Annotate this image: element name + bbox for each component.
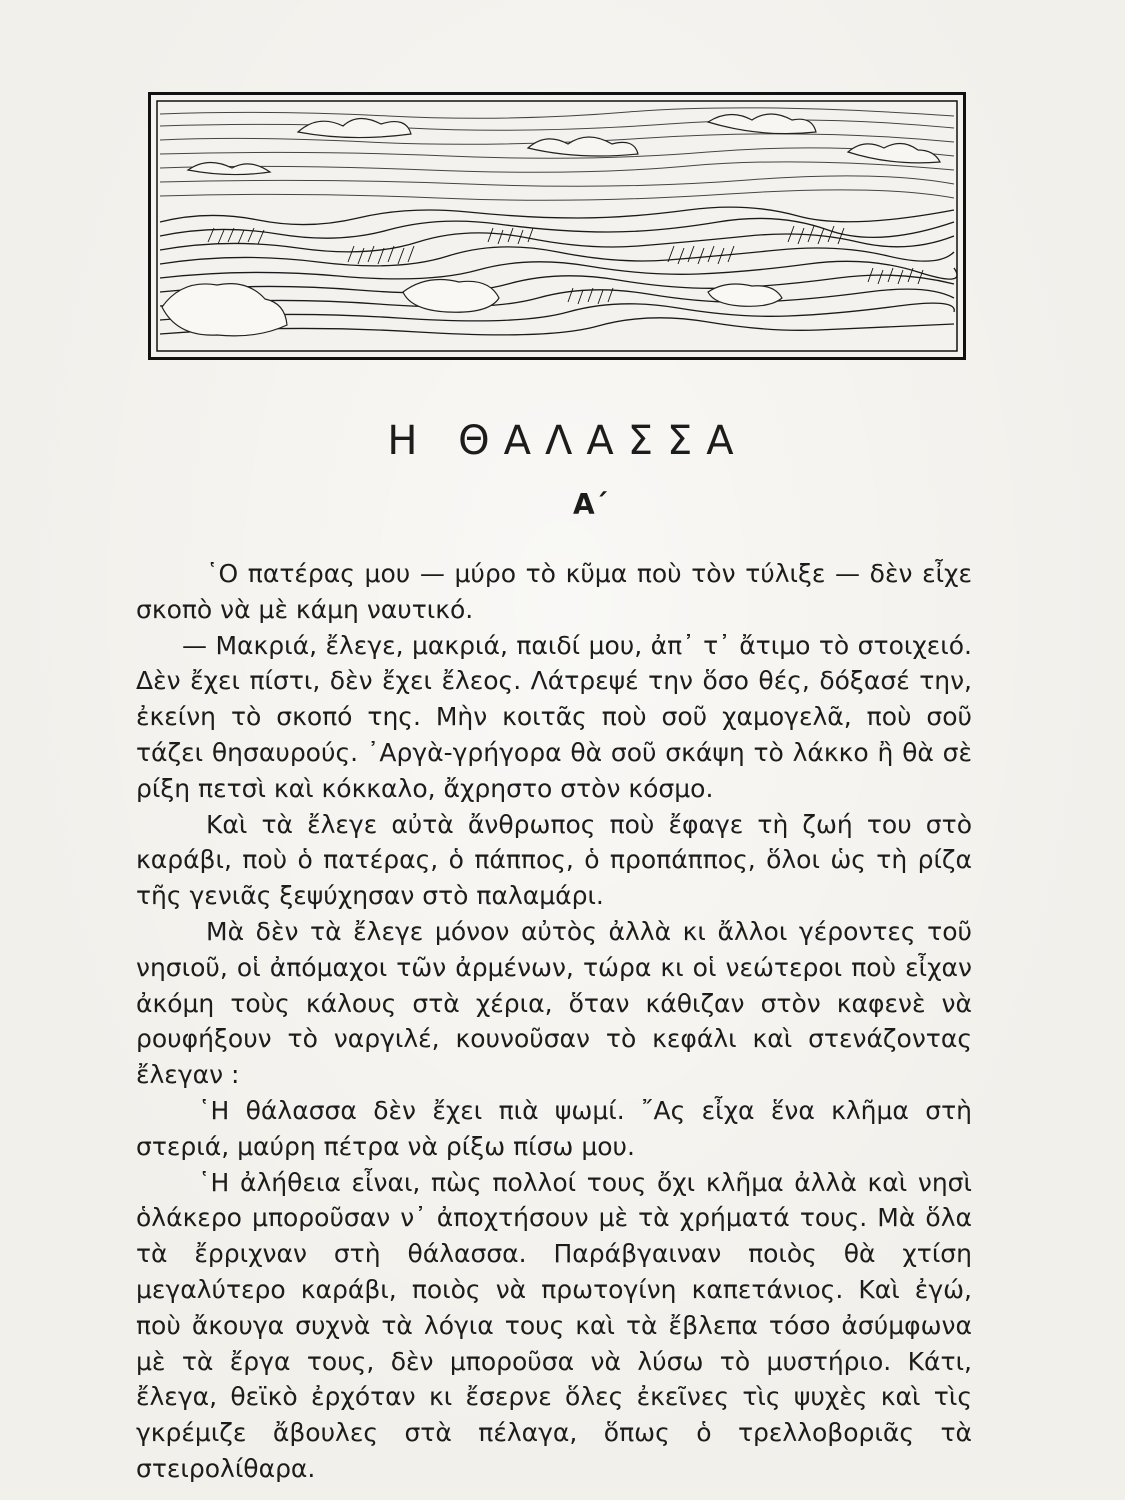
paragraph-3: Καὶ τὰ ἔλεγε αὐτὰ ἄνθρωπος ποὺ ἔφαγε τὴ ζωή του στὸ καράβι, ποὺ ὁ πατέρας, ὁ πάππος, ὁ προπάππος, ὅλοι ὡς τὴ ρίζα τῆς γενιᾶς ξεψύχησαν στὸ παλαμάρι. [136,809,972,911]
engraving-svg [148,92,966,360]
body-text [136,556,972,1487]
sea-waves-illustration [148,92,966,360]
chapter-title: Η ΘΑΛΑΣΣΑ [387,418,748,464]
paragraph-2: — Μακριά, ἔλεγε, μακριά, παιδί μου, ἀπ᾽ τ᾽ ἄτιμο τὸ στοιχειό. Δὲν ἔχει πίστι, δὲν ἔχει ἔλεος. Λάτρεψέ την ὅσο θές, δόξασέ την, ἐκείνη τὸ σκοπό της. Μὴν κοιτᾶς ποὺ σοῦ χαμογελᾶ, ποὺ σοῦ τάζει θησαυρούς. ᾿Αργὰ-γρήγορα θὰ σοῦ σκάψη τὸ λάκκο ἢ θὰ σὲ ρίξη πετσὶ καὶ κόκκαλο, ἄχρηστο στὸν κόσμο. [136,630,972,803]
paragraph-6: ῾Η ἀλήθεια εἶναι, πὼς πολλοί τους ὄχι κλῆμα ἀλλὰ καὶ νησὶ ὁλάκερο μποροῦσαν ν᾽ ἀποχτήσουν μὲ τὰ χρήματά τους. Μὰ ὅλα τὰ ἔρριχναν στὴ θάλασσα. Παράβγαιναν ποιὸς θὰ χτίση μεγαλύτερο καράβι, ποιὸς νὰ πρωτογίνη καπετάνιος. Καὶ ἐγώ, ποὺ ἄκουγα συχνὰ τὰ λόγια τους καὶ τὰ ἔβλεπα τόσο ἀσύμφωνα μὲ τὰ ἔργα τους, δὲν μποροῦσα νὰ λύσω τὸ μυστήριο. Κάτι, ἔλεγα, θεϊκὸ ἐρχόταν κι ἔσερνε ὅλες ἐκεῖνες τὶς ψυχὲς καὶ τὶς γκρέμιζε ἄβουλες στὰ πέλαγα, ὅπως ὁ τρελλοβοριᾶς τὰ στειρολίθαρα. [136,1167,972,1483]
paragraph-4: Μὰ δὲν τὰ ἔλεγε μόνον αὐτὸς ἀλλὰ κι ἄλλοι γέροντες τοῦ νησιοῦ, οἱ ἀπόμαχοι τῶν ἀρμένων, τώρα κι οἱ νεώτεροι ποὺ εἶχαν ἀκόμη τοὺς κάλους στὰ χέρια, ὅταν κάθιζαν στὸν καφενὲ νὰ ρουφήξουν τὸ ναργιλέ, κουνοῦσαν τὸ κεφάλι καὶ στενάζοντας ἔλεγαν : [136,916,972,1090]
paragraph-5: ῾Η θάλασσα δὲν ἔχει πιὰ ψωμί. ῎Ας εἶχα ἕνα κλῆμα στὴ στεριά, μαύρη πέτρα νὰ ρίξω πίσω μου. [136,1095,972,1161]
paragraph-1: ῾Ο πατέρας μου — μύρο τὸ κῦμα ποὺ τὸν τύλιξε — δὲν εἶχε σκοπὸ νὰ μὲ κάμη ναυτικό. [136,559,972,624]
chapter-number: Α΄ [572,488,608,521]
